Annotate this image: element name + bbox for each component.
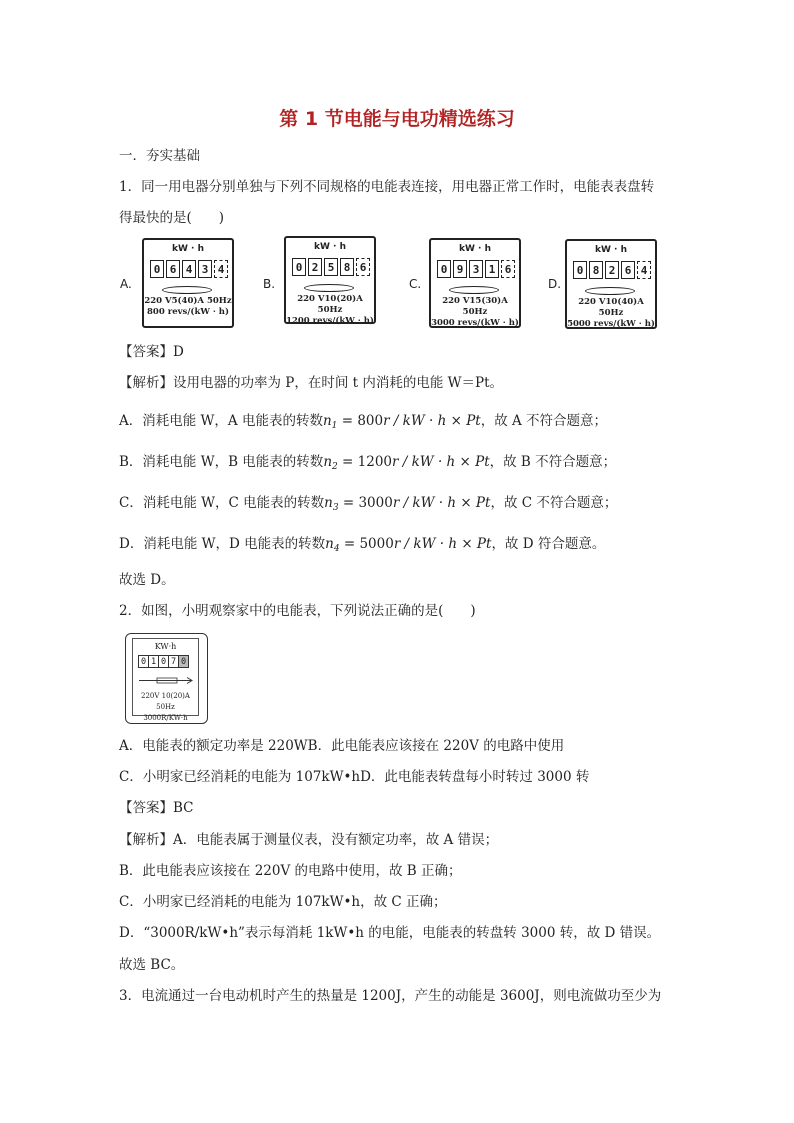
meter-digit: 0 (138, 655, 149, 668)
q2-meter-unit: KW·h (154, 642, 177, 651)
q1-option-a-tail: ，故 A 不符合题意； (480, 413, 608, 429)
q1-option-a-text: A．消耗电能 W，A 电能表的转数 (119, 413, 323, 429)
q1-option-d-subscript: 4 (333, 544, 340, 554)
meter-digit: 6 (621, 261, 635, 279)
meter-a-unit: kW · h (171, 244, 204, 254)
q1-option-b-subscript: 2 (332, 462, 338, 472)
q2-meter (125, 633, 208, 724)
meter-d-unit: kW · h (594, 245, 627, 255)
meter-digit: 3 (469, 260, 483, 278)
q2-meter-spec1: 220V 10(20)A 50Hz (141, 692, 190, 711)
section-heading: 一．夯实基础 (119, 148, 200, 164)
q2-analysis-line: C．小明家已经消耗的电能为 107kW•h，故 C 正确； (119, 894, 447, 910)
meter-digit: 4 (637, 261, 651, 279)
q1-stem-line2: 得最快的是( ) (119, 210, 225, 226)
meter-b-label: B. (263, 277, 276, 291)
meter-a-label: A. (120, 277, 132, 291)
q1-option-a-value: 800 (357, 413, 384, 429)
q1-option-d-text: D．消耗电能 W，D 电能表的转数 (119, 536, 326, 552)
meter-c-digits (437, 260, 515, 278)
q2-stem: 2．如图，小明观察家中的电能表，下列说法正确的是( ) (119, 603, 476, 619)
meter-digit: 8 (340, 258, 354, 276)
q1-option-b: B．消耗电能 W，B 电能表的转数$n_2 = 1200r$ / kW · h × Pt，故 B 不符合题意； (119, 454, 617, 472)
meter-d-digits (573, 261, 651, 279)
meter-digit: 0 (437, 260, 451, 278)
q2-meter-face (132, 638, 199, 722)
q1-option-c-tail: ，故 C 不符合题意； (490, 495, 618, 511)
q1-option-b-text: B．消耗电能 W，B 电能表的转数 (119, 454, 324, 470)
meter-disc-icon (304, 284, 354, 292)
meter-c-spec1: 220 V15(30)A 50Hz (442, 296, 508, 317)
meter-digit: 7 (168, 655, 179, 668)
meter-c-label: C. (409, 277, 422, 291)
meter-a-spec1: 220 V5(40)A 50Hz (144, 296, 232, 306)
meter-a-digits (150, 260, 228, 278)
meter-disc-icon (449, 286, 499, 294)
meter-digit: 0 (292, 258, 306, 276)
meter-digit: 3 (198, 260, 212, 278)
meter-digit: 6 (356, 258, 370, 276)
meter-d (565, 239, 657, 329)
meter-b-unit: kW · h (313, 242, 346, 252)
q2-answer: 【答案】BC (119, 800, 194, 816)
q2-options-cd: C．小明家已经消耗的电能为 107kW•hD．此电能表转盘每小时转过 3000 转 (119, 769, 590, 785)
meter-disc-icon (585, 287, 635, 295)
meter-c (429, 238, 521, 328)
meter-digit: 2 (605, 261, 619, 279)
q1-option-c-subscript: 3 (332, 503, 339, 513)
meter-a-spec2: 800 revs/(kW · h) (147, 307, 229, 317)
q2-analysis-line: D．“3000R/kW•h”表示每消耗 1kW•h 的电能，电能表的转盘转 3000 转，故 D 错误。 (119, 925, 661, 941)
meter-digit: 8 (589, 261, 603, 279)
page-title: 第 1 节电能与电功精选练习 (279, 108, 515, 130)
q1-option-b-tail: ，故 B 不符合题意； (489, 454, 617, 470)
q1-stem-line1: 1．同一用电器分别单独与下列不同规格的电能表连接，用电器正常工作时，电能表表盘转 (119, 179, 655, 195)
meter-digit: 4 (214, 260, 228, 278)
meter-digit: 1 (485, 260, 499, 278)
q2-options-ab: A．电能表的额定功率是 220WB．此电能表应该接在 220V 的电路中使用 (119, 738, 565, 754)
q2-meter-spec (133, 691, 198, 724)
meter-digit: 0 (178, 655, 189, 668)
q1-analysis-intro: 【解析】设用电器的功率为 P，在时间 t 内消耗的电能 W＝Pt。 (119, 375, 504, 391)
q1-option-d: D．消耗电能 W，D 电能表的转数$n_4 = 5000r$ / kW · h × Pt，故 D 符合题意。 (119, 536, 606, 554)
q1-option-c-value: 3000 (358, 495, 393, 511)
meter-digit: 2 (308, 258, 322, 276)
meter-digit: 6 (501, 260, 515, 278)
q1-answer: 【答案】D (119, 344, 184, 360)
q1-option-d-value: 5000 (359, 536, 394, 552)
meter-b-digits (292, 258, 370, 276)
meter-d-spec1: 220 V10(40)A 50Hz (578, 297, 644, 318)
meter-disc-icon (162, 286, 212, 294)
meter-c-unit: kW · h (458, 244, 491, 254)
meter-digit: 9 (453, 260, 467, 278)
meter-d-label: D. (548, 277, 562, 291)
meter-digit: 0 (150, 260, 164, 278)
meter-digit: 1 (148, 655, 159, 668)
meter-d-spec (567, 297, 655, 330)
meter-b-spec2: 1200 revs/(kW · h) (286, 316, 374, 326)
meter-digit: 4 (182, 260, 196, 278)
q1-option-b-value: 1200 (357, 454, 393, 470)
q3-stem: 3．电流通过一台电动机时产生的热量是 1200J，产生的动能是 3600J，则电流做功至少为 (119, 988, 662, 1004)
meter-a (142, 238, 234, 328)
q1-option-c-text: C．消耗电能 W，C 电能表的转数 (119, 495, 325, 511)
q1-option-c: C．消耗电能 W，C 电能表的转数$n_3 = 3000r$ / kW · h × Pt，故 C 不符合题意； (119, 495, 618, 513)
q1-option-d-tail: ，故 D 符合题意。 (491, 536, 606, 552)
meter-d-spec2: 5000 revs/(kW · h) (567, 319, 655, 329)
meter-b-spec (286, 294, 374, 327)
rotor-arrow-icon (139, 676, 195, 685)
q2-analysis-line: 【解析】A．电能表属于测量仪表，没有额定功率，故 A 错误； (119, 832, 499, 848)
meter-digit: 6 (166, 260, 180, 278)
meter-digit: 0 (158, 655, 169, 668)
meter-digit: 5 (324, 258, 338, 276)
meter-c-spec2: 3000 revs/(kW · h) (431, 318, 519, 328)
meter-digit: 0 (573, 261, 587, 279)
q2-conclusion: 故选 BC。 (119, 957, 185, 973)
q2-analysis-line: B．此电能表应该接在 220V 的电路中使用，故 B 正确； (119, 863, 462, 879)
q1-conclusion: 故选 D。 (119, 572, 175, 588)
meter-b (284, 236, 376, 324)
meter-b-spec1: 220 V10(20)A 50Hz (297, 294, 363, 315)
q2-meter-spec2: 3000R/KW·h (143, 714, 188, 722)
q1-option-a-subscript: 1 (331, 421, 338, 431)
meter-a-spec (144, 296, 232, 318)
q2-meter-digits (138, 655, 188, 668)
q1-option-a: A．消耗电能 W，A 电能表的转数$n_1 = 800r$ / kW · h × Pt，故 A 不符合题意； (119, 413, 608, 431)
meter-c-spec (431, 296, 519, 329)
